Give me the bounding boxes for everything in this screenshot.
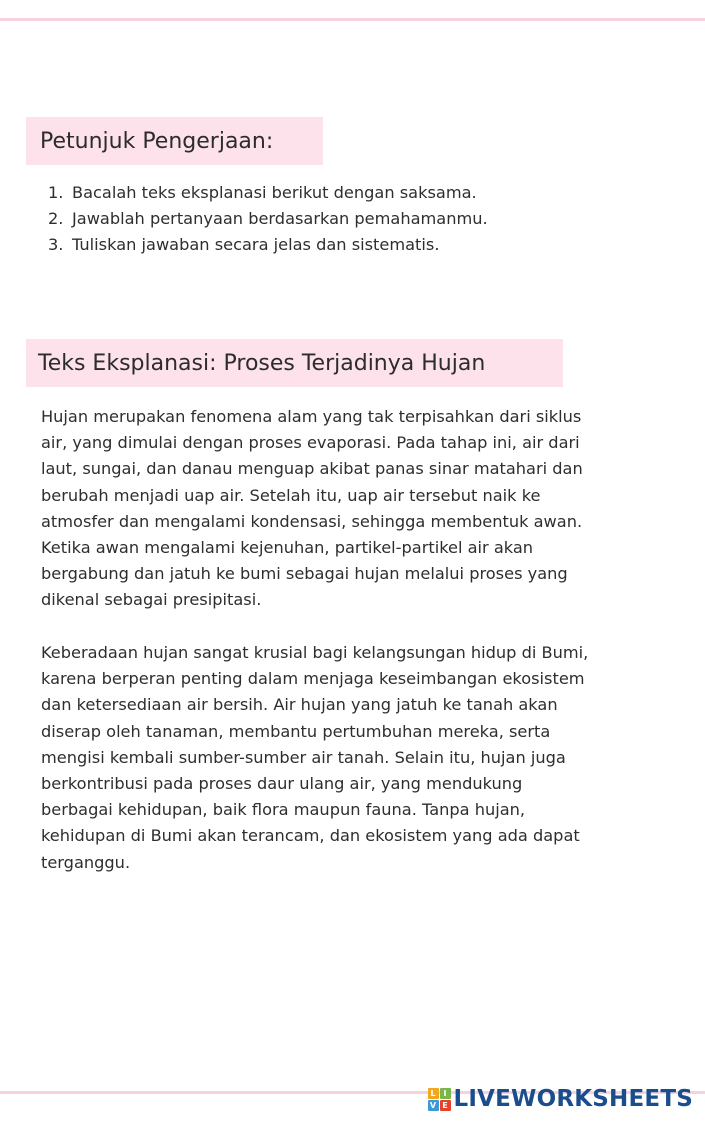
instructions-heading [26,117,323,165]
paragraph-line: karena berperan penting dalam menjaga keseimbangan ekosistem [41,669,585,689]
paragraph-line: dan ketersediaan air bersih. Air hujan yang jatuh ke tanah akan [41,695,558,715]
paragraph-line: diserap oleh tanaman, membantu pertumbuhan mereka, serta [41,721,551,741]
paragraph-line: air, yang dimulai dengan proses evaporasi. Pada tahap ini, air dari [41,433,580,453]
paragraph-line: berbagai kehidupan, baik flora maupun fauna. Tanpa hujan, [41,800,526,820]
paragraph-line: mengisi kembali sumber-sumber air tanah. Selain itu, hujan juga [41,747,566,767]
paragraph-line: atmosfer dan mengalami kondensasi, sehingga membentuk awan. [41,511,583,531]
paragraph-line: bergabung dan jatuh ke bumi sebagai hujan melalui proses yang [41,564,568,584]
logo-letter: V [428,1100,439,1111]
paragraph-line: Hujan merupakan fenomena alam yang tak terpisahkan dari siklus [41,407,582,426]
logo-letter: L [428,1088,439,1099]
paragraph-line: Ketika awan mengalami kejenuhan, partikel-partikel air akan [41,538,534,558]
instructions-list [48,180,648,258]
paragraph-line: terganggu. [41,852,131,872]
liveworksheets-logo[interactable] [428,1084,693,1114]
step-number: 1. [48,183,64,202]
instructions-title: Petunjuk Pengerjaan: [40,128,274,154]
paragraph-line: Keberadaan hujan sangat krusial bagi kelangsungan hidup di Bumi, [41,643,589,662]
paragraph-line: dikenal sebagai presipitasi. [41,590,262,610]
explanation-title: Teks Eksplanasi: Proses Terjadinya Hujan [38,350,486,376]
instruction-step [48,232,648,258]
explanation-paragraph-1 [41,404,653,614]
logo-letter: I [440,1088,451,1099]
liveworksheets-logo-icon [428,1088,451,1111]
instruction-step [48,180,648,206]
step-number: 2. [48,209,64,228]
top-divider [0,18,705,21]
step-text: Jawablah pertanyaan berdasarkan pemahamanmu. [72,209,488,228]
paragraph-line: berkontribusi pada proses daur ulang air, yang mendukung [41,774,523,794]
logo-letter: E [440,1100,451,1111]
step-text: Tuliskan jawaban secara jelas dan sistematis. [72,235,440,254]
instruction-step [48,206,648,232]
brand-name: LIVEWORKSHEETS [453,1086,693,1112]
paragraph-line: kehidupan di Bumi akan terancam, dan ekosistem yang ada dapat [41,826,580,846]
step-number: 3. [48,235,64,254]
paragraph-line: laut, sungai, dan danau menguap akibat panas sinar matahari dan [41,459,583,479]
paragraph-line: berubah menjadi uap air. Setelah itu, uap air tersebut naik ke [41,485,541,505]
explanation-paragraph-2 [41,640,653,876]
explanation-heading [26,339,563,387]
step-text: Bacalah teks eksplanasi berikut dengan saksama. [72,183,477,202]
